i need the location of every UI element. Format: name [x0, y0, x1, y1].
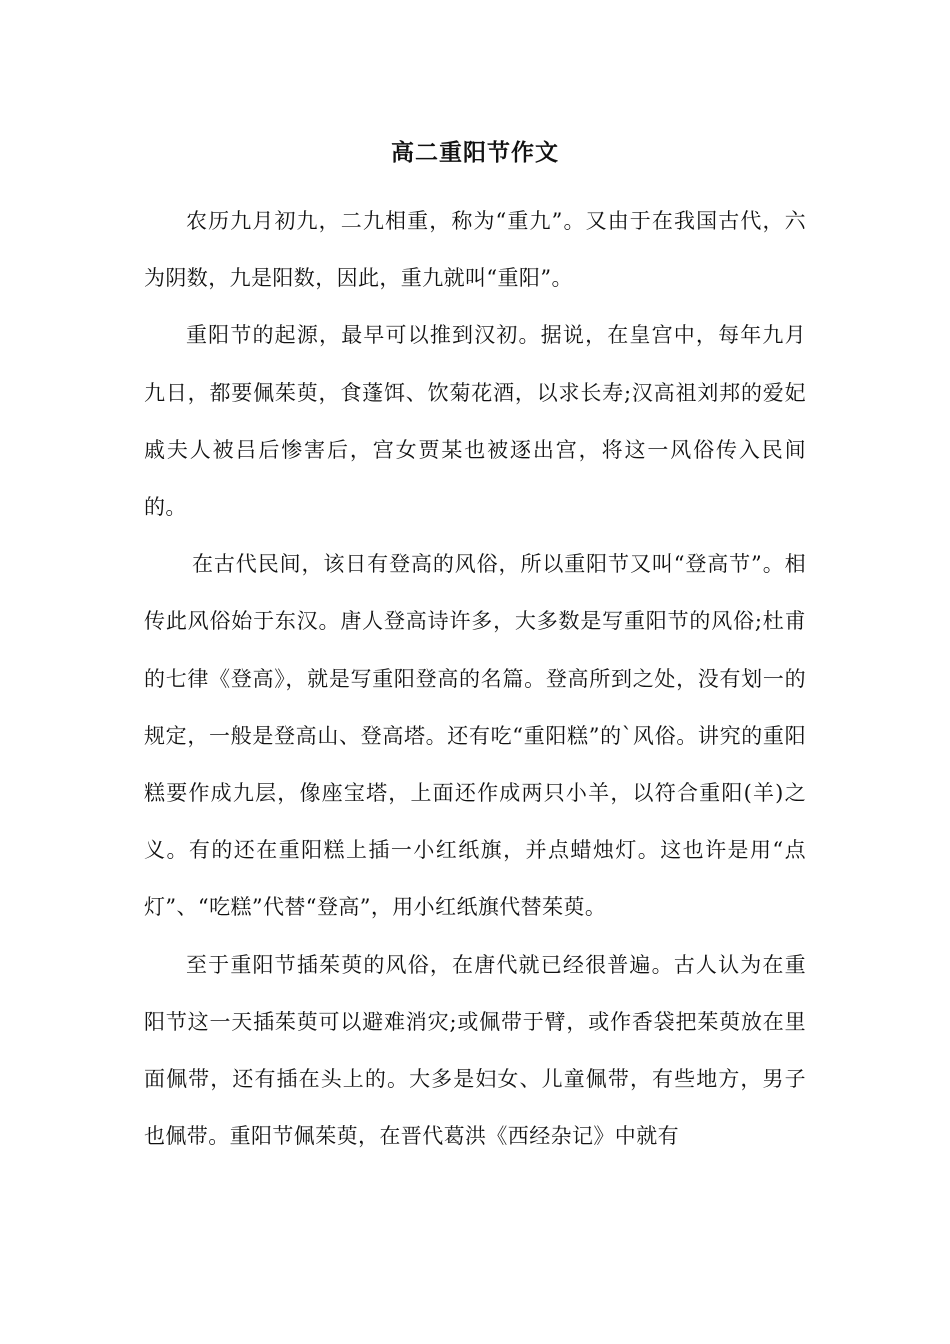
paragraph-2: 重阳节的起源，最早可以推到汉初。据说，在皇宫中，每年九月九日，都要佩茱萸，食蓬饵、饮菊花酒，以求长寿;汉高祖刘邦的爱妃戚夫人被吕后惨害后，宫女贾某也被逐出宫，将这一风俗传入民间的。: [144, 323, 806, 520]
document-body: [144, 193, 806, 1165]
paragraph-1: 农历九月初九，二九相重，称为“重九”。又由于在我国古代，六为阴数，九是阳数，因此，重九就叫“重阳”。: [144, 209, 806, 291]
paragraph-3: 在古代民间，该日有登高的风俗，所以重阳节又叫“登高节”。相传此风俗始于东汉。唐人登高诗许多，大多数是写重阳节的风俗;杜甫的七律《登高》，就是写重阳登高的名篇。登高所到之处，没有划一的规定，一般是登高山、登高塔。还有吃“重阳糕”的`风俗。讲究的重阳糕要作成九层，像座宝塔，上面还作成两只小羊，以符合重阳(羊)之义。有的还在重阳糕上插一小红纸旗，并点蜡烛灯。这也许是用“点灯”、“吃糕”代替“登高”，用小红纸旗代替茱萸。: [144, 552, 806, 920]
paragraph-4: 至于重阳节插茱萸的风俗，在唐代就已经很普遍。古人认为在重阳节这一天插茱萸可以避难消灾;或佩带于臂，或作香袋把茱萸放在里面佩带，还有插在头上的。大多是妇女、儿童佩带，有些地方，男子也佩带。重阳节佩茱萸，在晋代葛洪《西经杂记》中就有: [144, 952, 806, 1149]
document-title: 高二重阳节作文: [391, 139, 559, 166]
